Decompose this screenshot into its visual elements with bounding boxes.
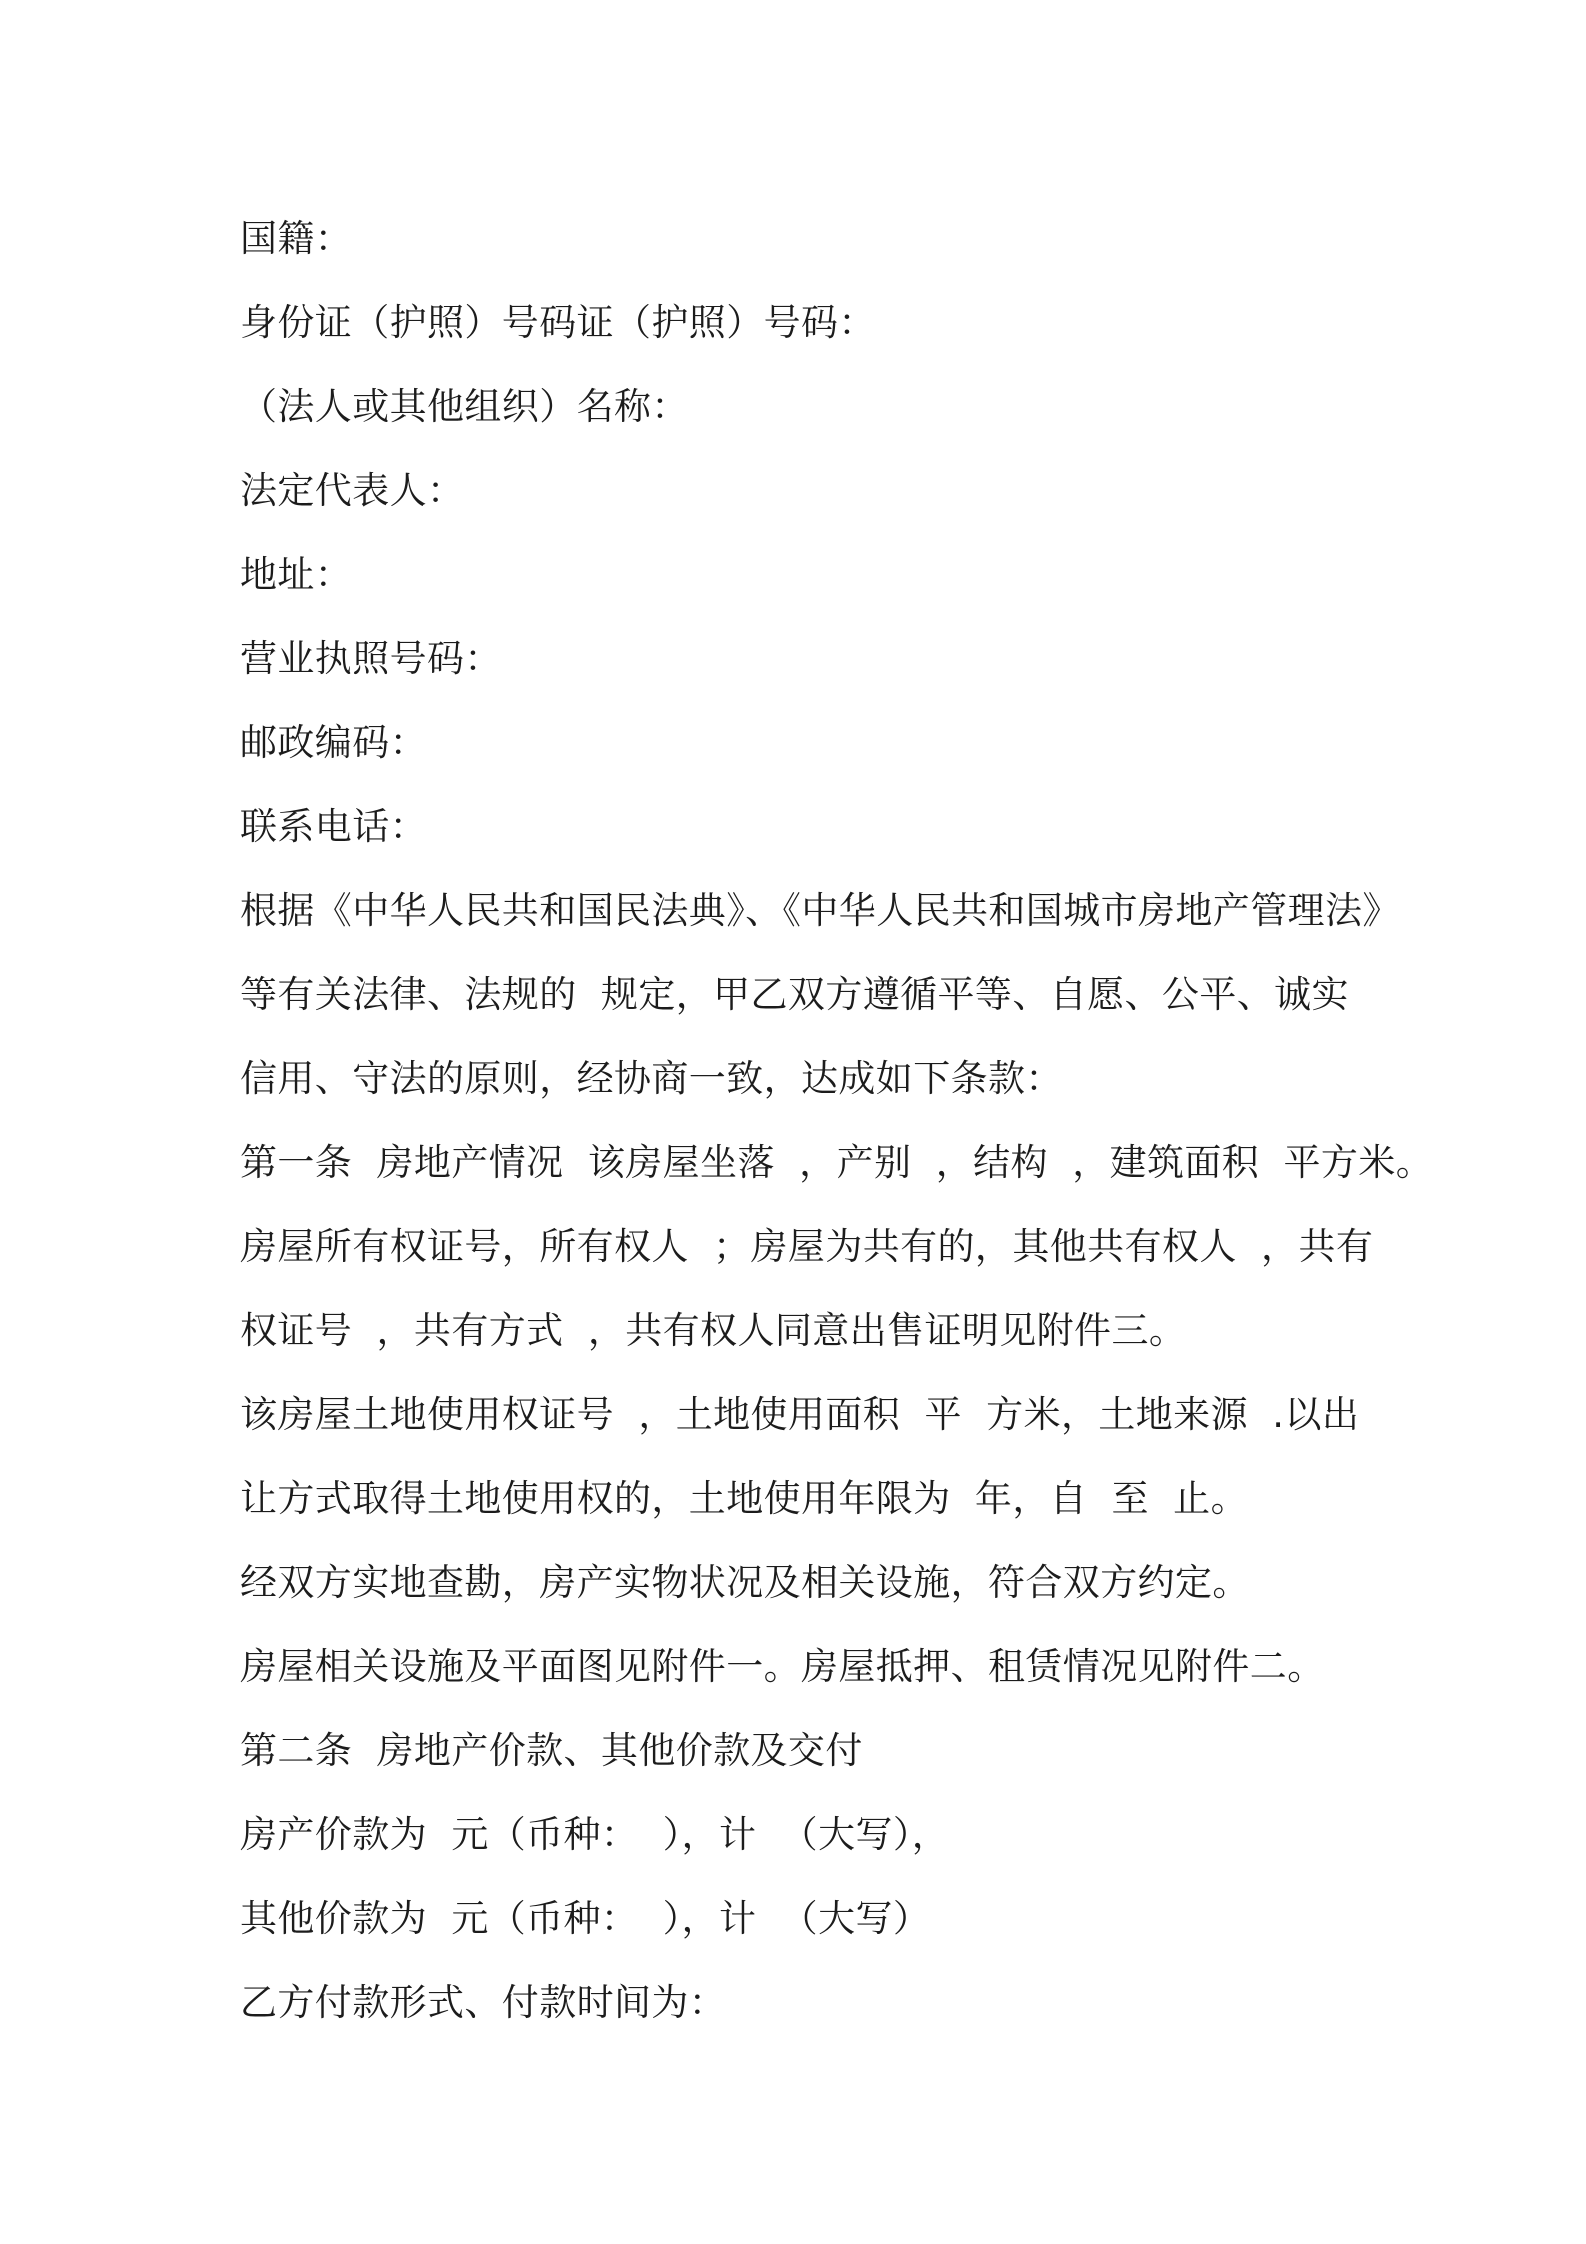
- payment-terms-line: 乙方付款形式、付款时间为：: [240, 1981, 727, 2024]
- postal-code-line: 邮政编码：: [240, 721, 427, 764]
- agreement-line: 信用、守法的原则，经协商一致，达成如下条款：: [240, 1057, 1063, 1100]
- legal-basis-line: 根据《中华人民共和国民法典》、《中华人民共和国城市房地产管理法》: [240, 889, 1400, 932]
- address-line: 地址：: [240, 553, 353, 596]
- document-body: [240, 197, 1434, 2045]
- principles-line: 等有关法律、法规的 规定，甲乙双方遵循平等、自愿、公平、诚实: [240, 973, 1349, 1016]
- land-use-line: 该房屋土地使用权证号 ，土地使用面积 平 方米，土地来源 .以出: [240, 1393, 1360, 1436]
- other-price-line: 其他价款为 元（币种： ），计 （大写）: [240, 1897, 931, 1940]
- land-term-line: 让方式取得土地使用权的，土地使用年限为 年，自 至 止。: [240, 1477, 1248, 1520]
- business-license-line: 营业执照号码：: [240, 637, 502, 680]
- attachments-line: 房屋相关设施及平面图见附件一。房屋抵押、租赁情况见附件二。: [240, 1645, 1325, 1688]
- nationality-line: 国籍：: [240, 217, 353, 260]
- phone-line: 联系电话：: [240, 805, 427, 848]
- ownership-line: 房屋所有权证号，所有权人 ；房屋为共有的，其他共有权人 ，共有: [240, 1225, 1374, 1268]
- article-2-line: 第二条 房地产价款、其他价款及交付: [240, 1729, 863, 1772]
- inspection-line: 经双方实地查勘，房产实物状况及相关设施，符合双方约定。: [240, 1561, 1250, 1604]
- id-passport-line: 身份证（护照）号码证（护照）号码：: [240, 301, 876, 344]
- article-1-line: 第一条 房地产情况 该房屋坐落 ，产别 ，结构 ，建筑面积 平方米。: [240, 1141, 1434, 1184]
- legal-representative-line: 法定代表人：: [240, 469, 465, 512]
- property-price-line: 房产价款为 元（币种： ），计 （大写），: [240, 1813, 950, 1856]
- organization-name-line: （法人或其他组织）名称：: [240, 385, 689, 428]
- co-ownership-line: 权证号 ，共有方式 ，共有权人同意出售证明见附件三。: [240, 1309, 1187, 1352]
